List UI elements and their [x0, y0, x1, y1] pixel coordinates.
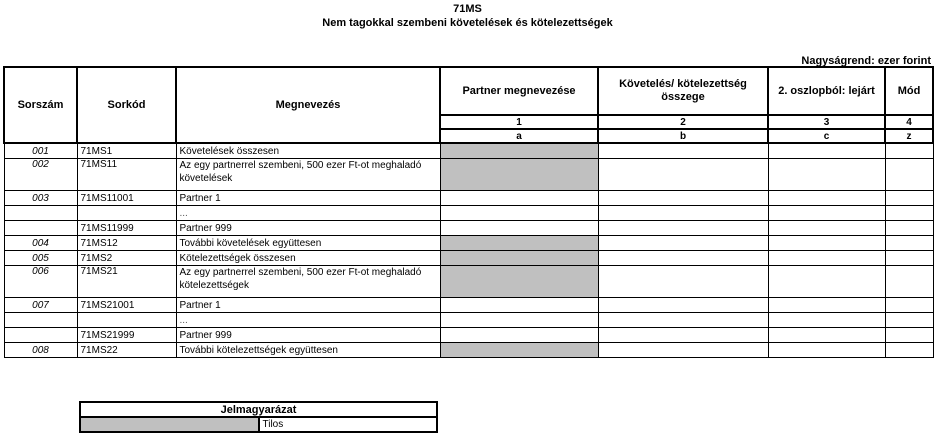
row-description: Kötelezettségek összesen	[176, 251, 440, 266]
row-description: Partner 999	[176, 221, 440, 236]
cell-mode[interactable]	[885, 221, 933, 236]
row-code: 71MS12	[77, 236, 176, 251]
cell-amount[interactable]	[598, 206, 768, 221]
cell-amount[interactable]	[598, 143, 768, 159]
col-letter-b: b	[598, 129, 768, 143]
cell-partner	[440, 143, 598, 159]
cell-overdue[interactable]	[768, 159, 885, 191]
table-row	[4, 206, 933, 221]
cell-mode[interactable]	[885, 191, 933, 206]
cell-amount[interactable]	[598, 221, 768, 236]
cell-amount[interactable]	[598, 313, 768, 328]
cell-mode[interactable]	[885, 343, 933, 358]
cell-mode[interactable]	[885, 298, 933, 313]
row-code: 71MS11999	[77, 221, 176, 236]
row-description: ...	[176, 206, 440, 221]
cell-mode[interactable]	[885, 143, 933, 159]
cell-mode[interactable]	[885, 266, 933, 298]
cell-partner[interactable]	[440, 206, 598, 221]
cell-partner	[440, 236, 598, 251]
row-code: 71MS21999	[77, 328, 176, 343]
table-row	[4, 159, 933, 191]
cell-overdue[interactable]	[768, 313, 885, 328]
row-code: 71MS22	[77, 343, 176, 358]
cell-mode[interactable]	[885, 206, 933, 221]
report-code-title: 71MS	[453, 3, 482, 15]
cell-partner	[440, 159, 598, 191]
cell-mode[interactable]	[885, 251, 933, 266]
col-number-2: 2	[598, 115, 768, 129]
cell-overdue[interactable]	[768, 143, 885, 159]
cell-overdue[interactable]	[768, 236, 885, 251]
table-row	[4, 343, 933, 358]
cell-mode[interactable]	[885, 236, 933, 251]
cell-overdue[interactable]	[768, 343, 885, 358]
cell-partner	[440, 266, 598, 298]
table-row	[4, 221, 933, 236]
row-number: 008	[4, 343, 77, 358]
row-description: Az egy partnerrel szembeni, 500 ezer Ft-ot meghaladó követelések	[176, 159, 440, 191]
row-number: 004	[4, 236, 77, 251]
col-number-4: 4	[885, 115, 933, 129]
row-number: 007	[4, 298, 77, 313]
table-row	[4, 266, 933, 298]
col-letter-c: c	[768, 129, 885, 143]
row-number: 003	[4, 191, 77, 206]
cell-mode[interactable]	[885, 159, 933, 191]
row-description: Partner 1	[176, 191, 440, 206]
col-letter-z: z	[885, 129, 933, 143]
cell-overdue[interactable]	[768, 206, 885, 221]
cell-amount[interactable]	[598, 266, 768, 298]
cell-amount[interactable]	[598, 251, 768, 266]
row-code: 71MS21	[77, 266, 176, 298]
col-header-sorszam: Sorszám	[4, 67, 77, 143]
row-code	[77, 313, 176, 328]
row-number	[4, 206, 77, 221]
cell-overdue[interactable]	[768, 266, 885, 298]
unit-note: Nagyságrend: ezer forint	[801, 55, 931, 67]
table-row	[4, 298, 933, 313]
cell-partner[interactable]	[440, 313, 598, 328]
cell-amount[interactable]	[598, 343, 768, 358]
row-number: 006	[4, 266, 77, 298]
cell-mode[interactable]	[885, 328, 933, 343]
col-letter-a: a	[440, 129, 598, 143]
legend-gray-swatch	[80, 417, 259, 432]
cell-amount[interactable]	[598, 191, 768, 206]
col-header-partner: Partner megnevezése	[440, 67, 598, 115]
cell-amount[interactable]	[598, 159, 768, 191]
col-number-3: 3	[768, 115, 885, 129]
cell-partner	[440, 343, 598, 358]
row-description: További követelések együttesen	[176, 236, 440, 251]
row-code: 71MS11001	[77, 191, 176, 206]
row-number: 002	[4, 159, 77, 191]
cell-mode[interactable]	[885, 313, 933, 328]
col-header-osszeg: Követelés/ kötelezettség összege	[598, 67, 768, 115]
cell-partner[interactable]	[440, 328, 598, 343]
cell-overdue[interactable]	[768, 298, 885, 313]
row-description: ...	[176, 313, 440, 328]
cell-partner[interactable]	[440, 298, 598, 313]
cell-partner[interactable]	[440, 191, 598, 206]
cell-overdue[interactable]	[768, 191, 885, 206]
table-row	[4, 328, 933, 343]
legend-table	[79, 401, 438, 433]
cell-overdue[interactable]	[768, 328, 885, 343]
legend-label: Tilos	[259, 417, 438, 432]
table-row	[4, 236, 933, 251]
row-code: 71MS1	[77, 143, 176, 159]
col-header-sorkod: Sorkód	[77, 67, 176, 143]
table-row	[4, 191, 933, 206]
cell-amount[interactable]	[598, 328, 768, 343]
row-number	[4, 313, 77, 328]
cell-overdue[interactable]	[768, 221, 885, 236]
row-number	[4, 328, 77, 343]
row-description: Követelések összesen	[176, 143, 440, 159]
row-code	[77, 206, 176, 221]
row-number: 005	[4, 251, 77, 266]
table-row	[4, 313, 933, 328]
data-table	[3, 66, 934, 358]
col-header-lejart: 2. oszlopból: lejárt	[768, 67, 885, 115]
col-number-1: 1	[440, 115, 598, 129]
table-row	[4, 251, 933, 266]
row-number: 001	[4, 143, 77, 159]
legend-title: Jelmagyarázat	[80, 402, 437, 417]
row-code: 71MS21001	[77, 298, 176, 313]
cell-overdue[interactable]	[768, 251, 885, 266]
col-header-megnevezes: Megnevezés	[176, 67, 440, 143]
row-description: Az egy partnerrel szembeni, 500 ezer Ft-ot meghaladó kötelezettségek	[176, 266, 440, 298]
cell-amount[interactable]	[598, 236, 768, 251]
report-title: Nem tagokkal szembeni követelések és kötelezettségek	[322, 17, 613, 29]
row-code: 71MS11	[77, 159, 176, 191]
cell-amount[interactable]	[598, 298, 768, 313]
row-number	[4, 221, 77, 236]
row-code: 71MS2	[77, 251, 176, 266]
cell-partner	[440, 251, 598, 266]
row-description: Partner 1	[176, 298, 440, 313]
table-row	[4, 143, 933, 159]
col-header-mod: Mód	[885, 67, 933, 115]
row-description: További kötelezettségek együttesen	[176, 343, 440, 358]
row-description: Partner 999	[176, 328, 440, 343]
cell-partner[interactable]	[440, 221, 598, 236]
